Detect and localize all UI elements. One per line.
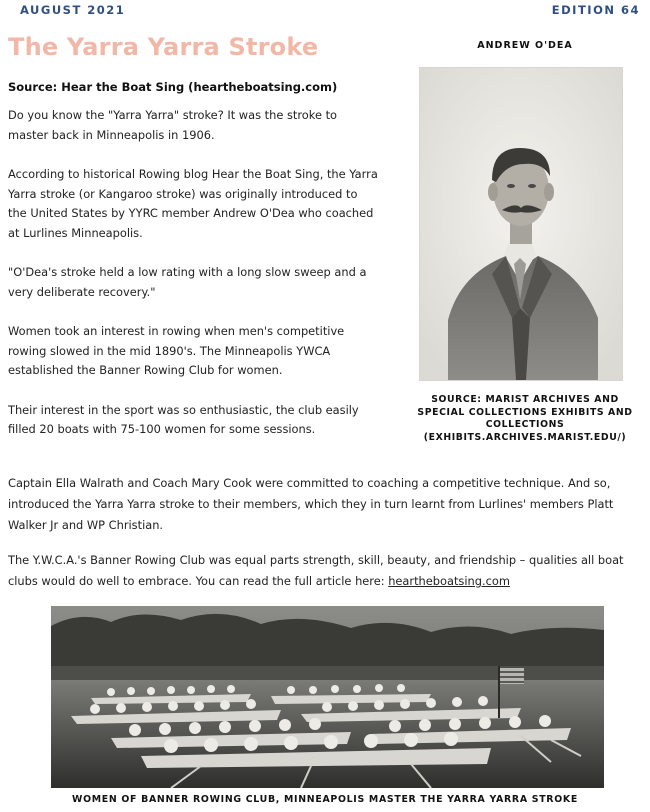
article-quote: "O'Dea's stroke held a low rating with a long slow sweep and a very deliberate recovery."	[8, 265, 367, 299]
newsletter-header	[0, 3, 650, 19]
portrait-photo	[419, 67, 623, 381]
closing-text: The Y.W.C.A.'s Banner Rowing Club was equal parts strength, skill, beauty, and friendship – qualities all boat clubs would do well to embrace. You can read the full article here:	[8, 553, 624, 588]
article-paragraph: According to historical Rowing blog Hear the Boat Sing, the Yarra Yarra stroke (or Kangaroo stroke) was originally introduced to the United States by YYRC member Andrew O'Dea who coached at Lurlines Minneapolis.	[8, 167, 378, 240]
portrait-name: ANDREW O'DEA	[477, 40, 573, 51]
article-source: Source: Hear the Boat Sing (heartheboatsing.com)	[8, 80, 338, 94]
article-title: The Yarra Yarra Stroke	[8, 33, 319, 61]
group-photo-caption: WOMEN OF BANNER ROWING CLUB, MINNEAPOLIS MASTER THE YARRA YARRA STROKE	[72, 794, 578, 805]
group-photo	[51, 606, 604, 788]
issue-date: AUGUST 2021	[20, 3, 126, 17]
article-link[interactable]: heartheboatsing.com	[388, 574, 510, 588]
article-paragraph: Their interest in the sport was so enthusiastic, the club easily filled 20 boats with 75-100 women for some sessions.	[8, 402, 359, 436]
article-body	[8, 106, 378, 460]
edition-number: EDITION 64	[551, 3, 640, 17]
portrait-caption: SOURCE: MARIST ARCHIVES AND SPECIAL COLLECTIONS EXHIBITS AND COLLECTIONS (EXHIBITS.ARCHIVES.MARIST.EDU/)	[417, 394, 633, 443]
article-paragraph: Do you know the "Yarra Yarra" stroke? It was the stroke to master back in Minneapolis in 1906.	[8, 108, 338, 142]
article-paragraph: Captain Ella Walrath and Coach Mary Cook were committed to coaching a competitive technique. And so, introduced the Yarra Yarra stroke to their members, which they in turn learnt from Lurlines' members Platt Walker Jr and WP Christian.	[8, 476, 614, 532]
article-paragraph: Women took an interest in rowing when men's competitive rowing slowed in the mid 1890's. The Minneapolis YWCA established the Banner Rowing Club for women.	[8, 324, 345, 377]
article-closing-paragraph	[8, 550, 638, 592]
portrait-figure	[413, 40, 637, 444]
